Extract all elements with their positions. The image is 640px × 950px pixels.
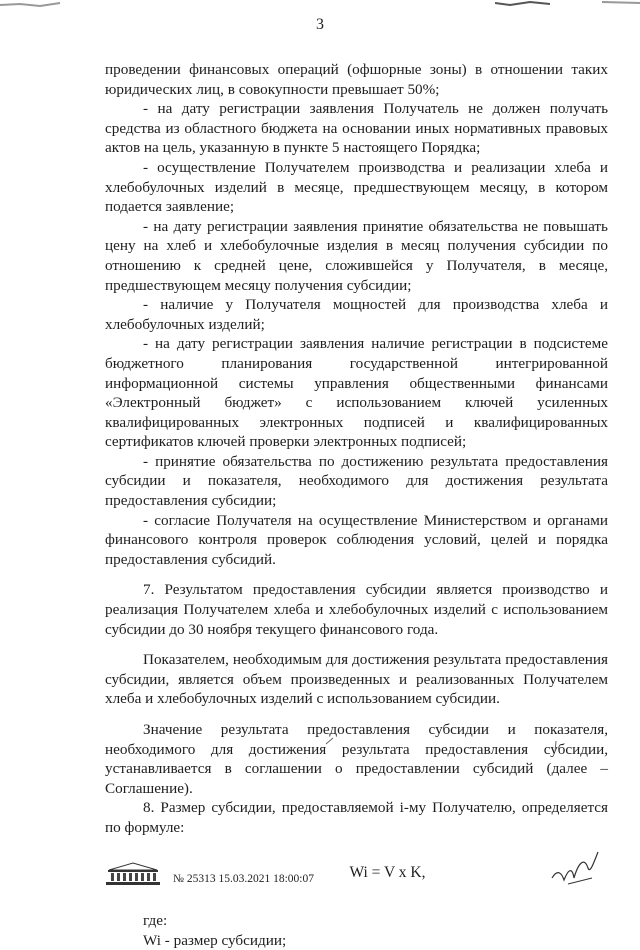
definition: Wi - размер субсидии; <box>143 931 287 949</box>
handwritten-initials-icon <box>548 848 603 893</box>
government-building-logo-icon <box>103 861 163 887</box>
paragraph-7: - принятие обязательства по достижению результата предоставления субсидии и показателя, необходимого для достижения результата предоставления субсидии; <box>105 452 608 510</box>
paragraph-3: - осуществление Получателем производства и реализации хлеба и хлебобулочных изделий в месяце, предшествующем месяцу, в котором подается заявление; <box>105 158 608 216</box>
scan-artifact-top-corner-icon <box>602 0 640 6</box>
document-body <box>105 60 608 950</box>
registration-stamp: № 25313 15.03.2021 18:00:07 <box>173 873 314 885</box>
where-label: где: <box>143 912 168 930</box>
paragraph-11: Значение результата предоставления субсидии и показателя, необходимого для достижения результата предоставления субсидии, устанавливается в соглашении о предоставлении субсидий (далее – Соглашение). <box>105 721 608 797</box>
formula: Wi = V x K, <box>349 863 426 881</box>
paragraph-8: - согласие Получателя на осуществление Министерством и органами финансового контроля проверок соблюдения условий, целей и порядка предоставления субсидий. <box>105 511 608 568</box>
scan-artifact-top-right-icon <box>495 0 555 8</box>
paragraph-12: 8. Размер субсидии, предоставляемой i-му Получателю, определяется по формуле: <box>105 799 608 836</box>
paragraph-10: Показателем, необходимым для достижения результата предоставления субсидии, является объем произведенных и реализованных Получателем хлеба и хлебобулочных изделий с использованием субсидии. <box>105 651 608 708</box>
scan-artifact-top-left-icon <box>0 0 70 10</box>
page-number: 3 <box>316 16 324 33</box>
paragraph-1: проведении финансовых операций (офшорные зоны) в отношении таких юридических лиц, в совокупности превышает 50%; <box>105 61 608 98</box>
paragraph-2: - на дату регистрации заявления Получатель не должен получать средства из областного бюджета на основании иных нормативных правовых актов на цель, указанную в пункте 5 настоящего Порядка; <box>105 100 608 157</box>
paragraph-4: - на дату регистрации заявления принятие обязательства не повышать цену на хлеб и хлебобулочные изделия в месяц получения субсидии по отношению к средней цене, сложившейся у Получателя, в месяце, предшествующем месяцу получения субсидии; <box>105 217 608 294</box>
footer <box>103 857 314 887</box>
pen-tick-mark-icon <box>325 736 335 746</box>
paragraph-5: - наличие у Получателя мощностей для производства хлеба и хлебобулочных изделий; <box>105 296 608 333</box>
paragraph-6: - на дату регистрации заявления наличие регистрации в подсистеме бюджетного планирования государственной интегрированной информационной системы управления общественными финансами «Электронный бюджет» с использованием ключей усиленных квалифицированных электронных подписей и квалифицированных сертификатов ключей проверки электронных подписей; <box>105 335 608 451</box>
paragraph-9: 7. Результатом предоставления субсидии является производство и реализация Получателем хлеба и хлебобулочных изделий с использованием субсидии до 30 ноября текущего финансового года. <box>105 581 608 638</box>
pen-mark-icon <box>552 740 560 754</box>
